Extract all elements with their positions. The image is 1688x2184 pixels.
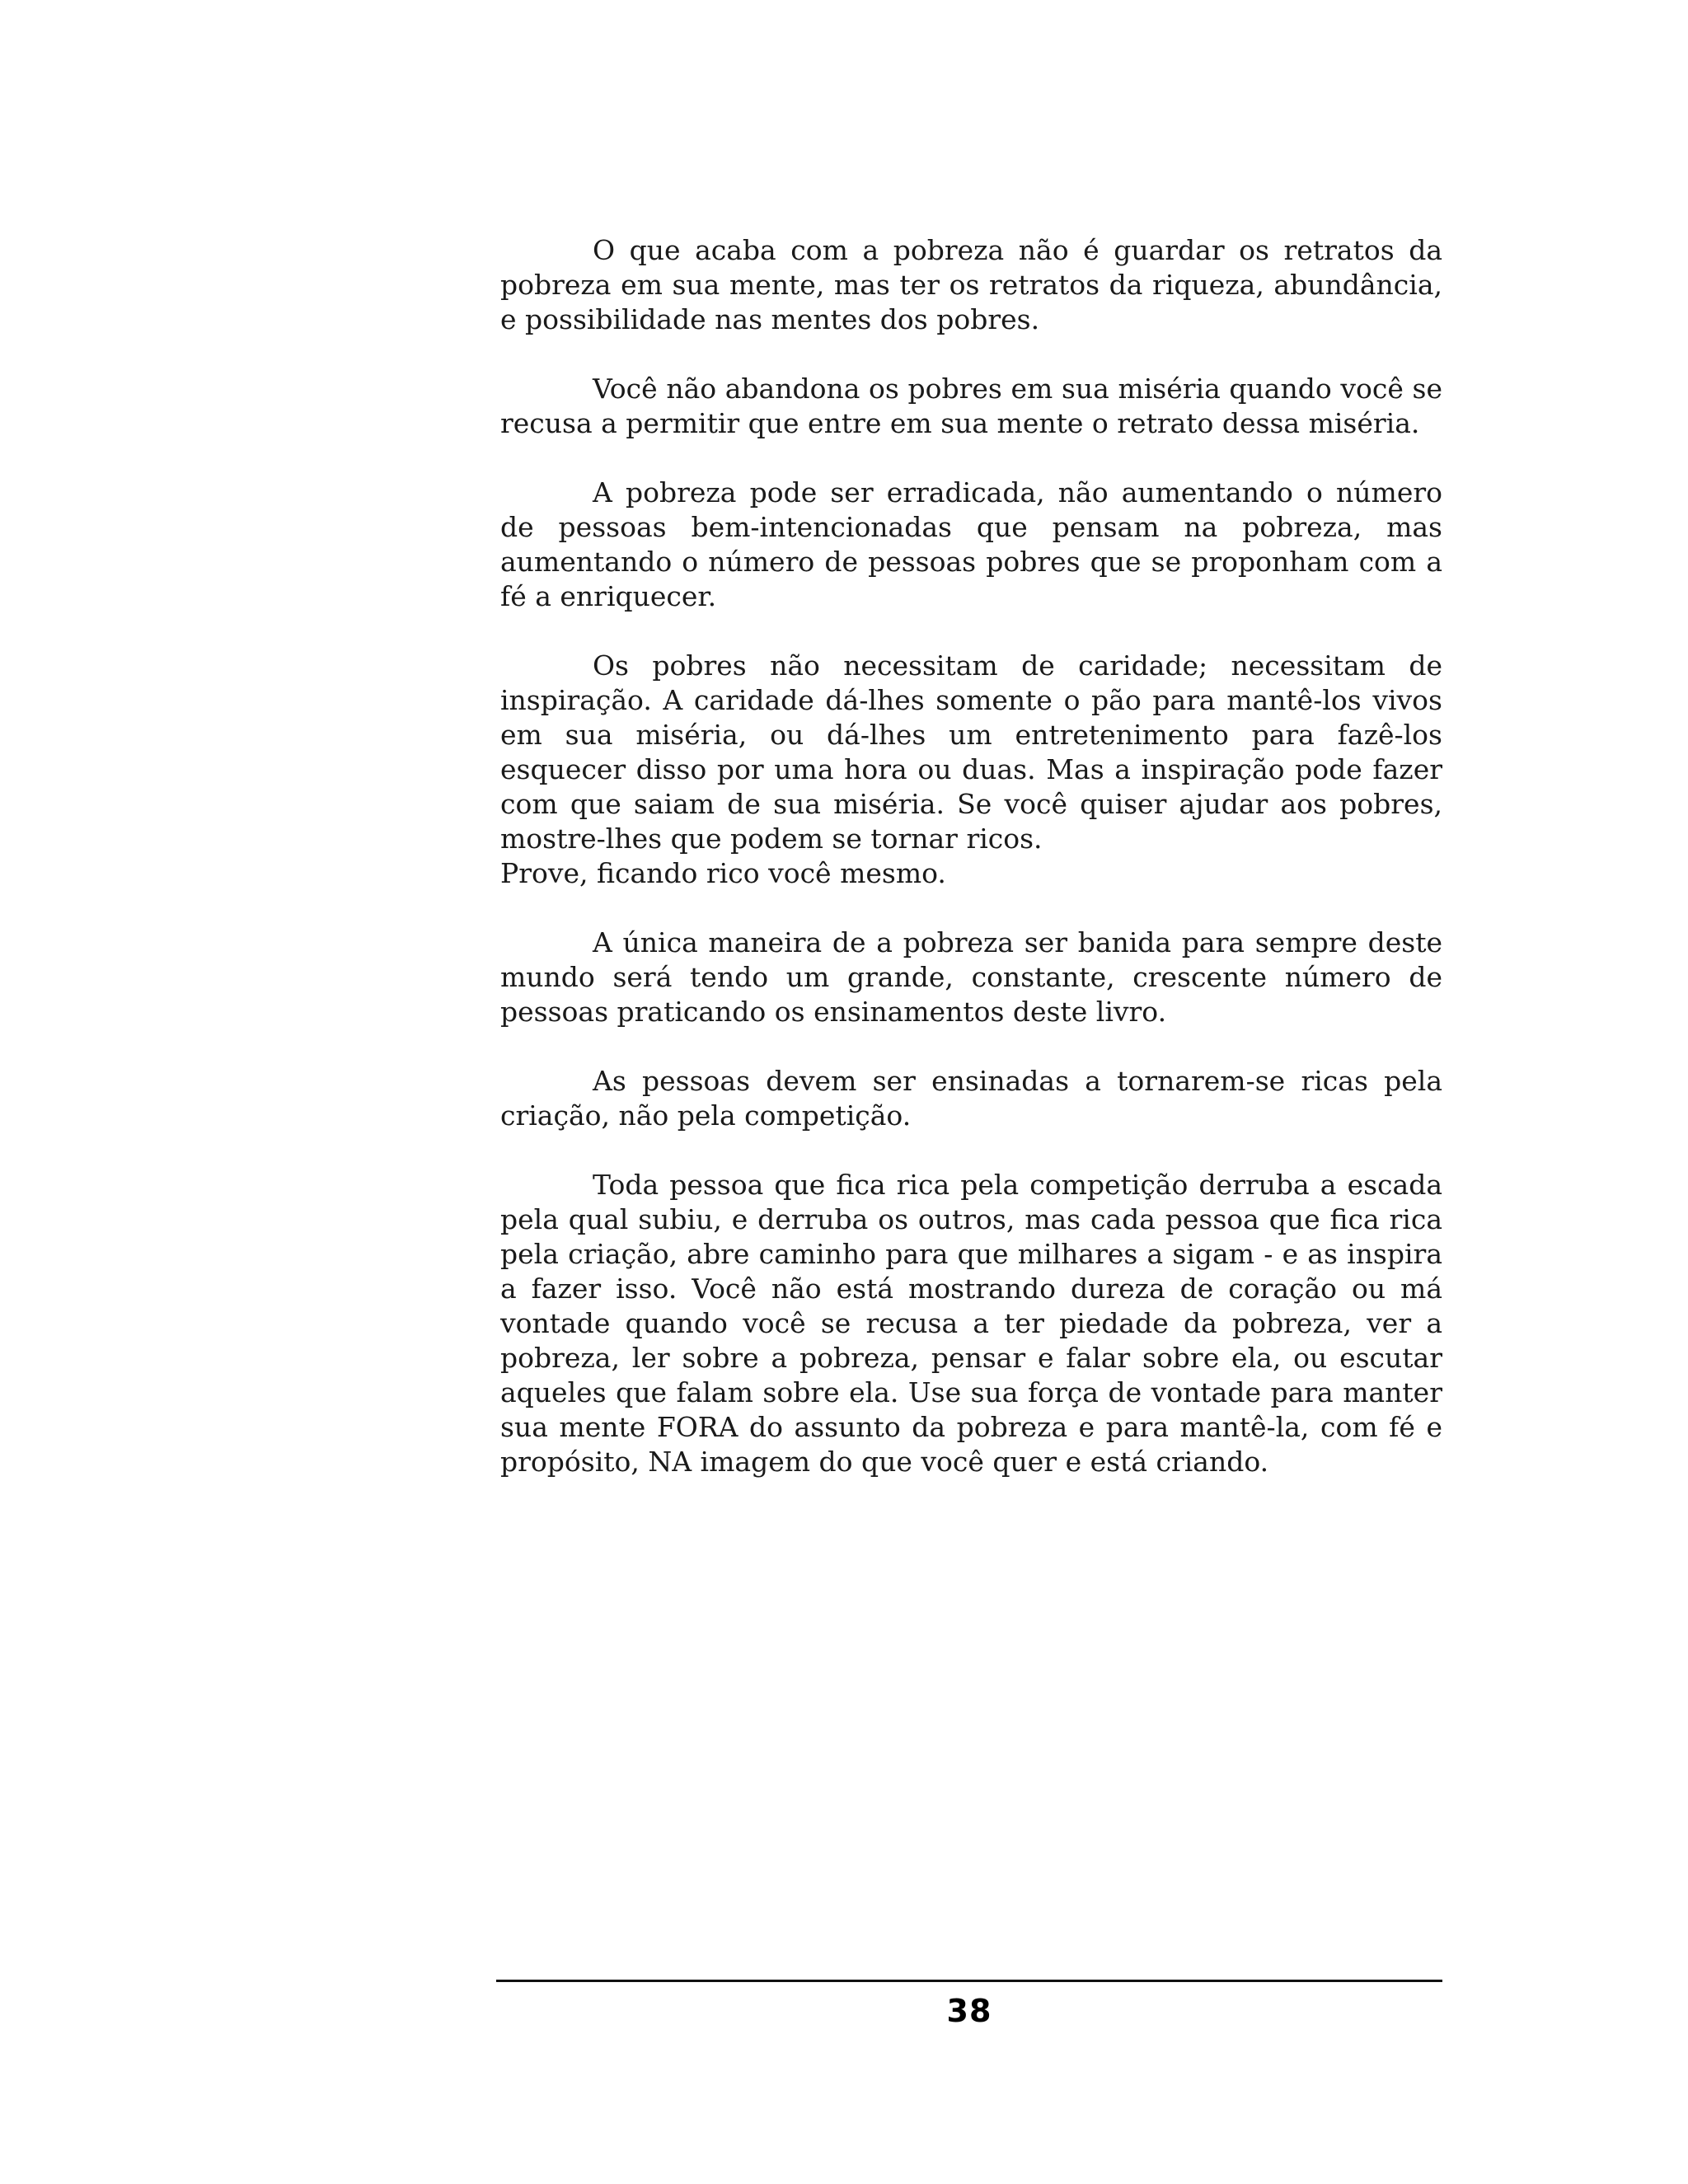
paragraph-3: A pobreza pode ser erradicada, não aumentando o número de pessoas bem-intencionadas que pensam na pobreza, mas aumentando o número de pessoas pobres que se proponham com a fé a enriquecer. xyxy=(500,476,1442,612)
paragraph-4-closing-line: Prove, ficando rico você mesmo. xyxy=(500,857,946,889)
paragraph-4: Os pobres não necessitam de caridade; necessitam de inspiração. A caridade dá-lhes somente o pão para mantê-los vivos em sua miséria, ou dá-lhes um entretenimento para fazê-los esquecer disso por uma hora ou duas. Mas a inspiração pode fazer com que saiam de sua miséria. Se você quiser ajudar aos pobres, mostre-lhes que podem se tornar ricos. xyxy=(500,649,1442,855)
page-number: 38 xyxy=(946,1993,992,2029)
paragraph-1: O que acaba com a pobreza não é guardar os retratos da pobreza em sua mente, mas ter os retratos da riqueza, abundância, e possibilidade nas mentes dos pobres. xyxy=(500,234,1442,335)
body-text xyxy=(500,233,1442,1514)
paragraph-2: Você não abandona os pobres em sua miséria quando você se recusa a permitir que entre em sua mente o retrato dessa miséria. xyxy=(500,373,1442,439)
paragraph-6: As pessoas devem ser ensinadas a tornarem-se ricas pela criação, não pela competição. xyxy=(500,1065,1442,1132)
paragraph-5: A única maneira de a pobreza ser banida para sempre deste mundo será tendo um grande, constante, crescente número de pessoas praticando os ensinamentos deste livro. xyxy=(500,926,1442,1028)
footer-divider xyxy=(496,1980,1442,1982)
paragraph-7: Toda pessoa que fica rica pela competição derruba a escada pela qual subiu, e derruba os outros, mas cada pessoa que fica rica pela criação, abre caminho para que milhares a sigam - e as inspira a fazer isso. Você não está mostrando dureza de coração ou má vontade quando você se recusa a ter piedade da pobreza, ver a pobreza, ler sobre a pobreza, pensar e falar sobre ela, ou escutar aqueles que falam sobre ela. Use sua força de vontade para manter sua mente FORA do assunto da pobreza e para mantê-la, com fé e propósito, NA imagem do que você quer e está criando. xyxy=(500,1169,1442,1478)
